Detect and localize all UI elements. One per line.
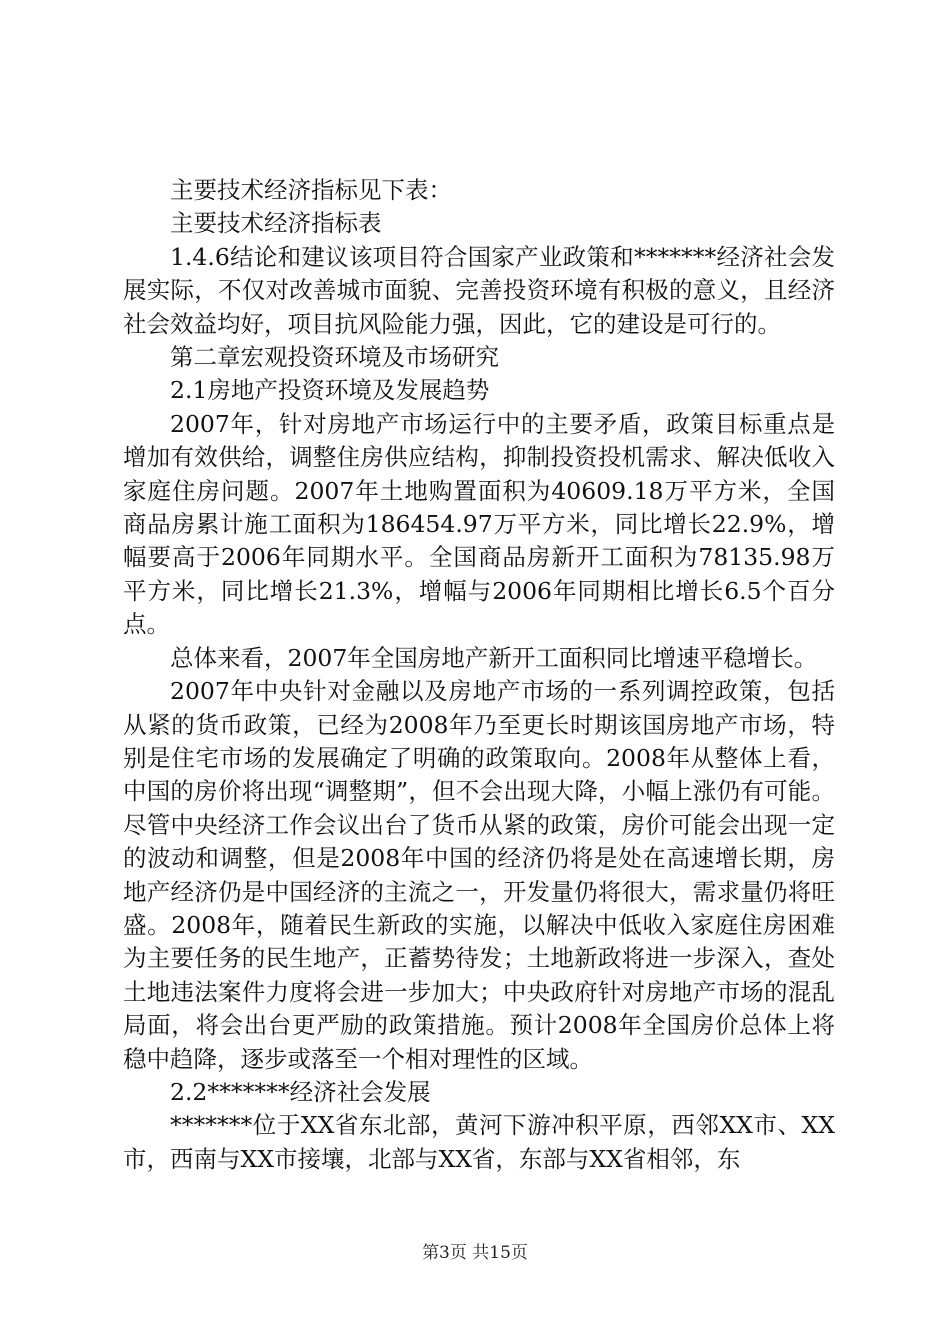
paragraph-location: *******位于XX省东北部，黄河下游冲积平原，西邻XX市、XX市，西南与XX市接壤，北部与XX省，东部与XX省相邻，东 [123,1111,835,1173]
page-number-footer: 第3页 共15页 [422,1243,528,1263]
paragraph-2008-outlook: 2007年中央针对金融以及房地产市场的一系列调控政策，包括从紧的货币政策，已经为2008年乃至更长时期该国房地产市场，特别是住宅市场的发展确定了明确的政策取向。2008年从整体上看，中国的房价将出现“调整期”，但不会出现大降，小幅上涨仍有可能。尽管中央经济工作会议出台了货币从紧的政策，房价可能会出现一定的波动和调整，但是2008年中国的经济仍将是处在高速增长期，房地产经济仍是中国经济的主流之一，开发量仍将很大，需求量仍将旺盛。2008年，随着民生新政的实施，以解决中低收入家庭住房困难为主要任务的民生地产，正蓄势待发；土地新政将进一步深入，查处土地违法案件力度将会进一步加大；中央政府针对房地产市场的混乱局面，将会出台更严励的政策措施。预计2008年全国房价总体上将稳中趋降，逐步或落至一个相对理性的区域。 [123,677,835,1073]
paragraph-conclusion: 1.4.6结论和建议该项目符合国家产业政策和*******经济社会发展实际，不仅对改善城市面貌、完善投资环境有积极的意义，且经济社会效益均好，项目抗风险能力强，因此，它的建设是可行的。 [123,242,835,338]
paragraph-table-intro: 主要技术经济指标见下表： [170,176,452,204]
document-body [123,174,835,1176]
paragraph-overall-view: 总体来看，2007年全国房地产新开工面积同比增速平稳增长。 [170,643,818,672]
paragraph-table-title: 主要技术经济指标表 [170,209,382,238]
paragraph-2007-policy: 2007年，针对房地产市场运行中的主要矛盾，政策目标重点是增加有效供给，调整住房供应结构，抑制投资投机需求、解决低收入家庭住房问题。2007年土地购置面积为40609.18万平方米，全国商品房累计施工面积为186454.97万平方米，同比增长22.9%，增幅要高于2006年同期水平。全国商品房新开工面积为78135.98万平方米，同比增长21.3%，增幅与2006年同期相比增长6.5个百分点。 [123,409,835,639]
section-heading-2-1: 2.1房地产投资环境及发展趋势 [170,376,490,405]
chapter-heading: 第二章宏观投资环境及市场研究 [170,343,499,372]
section-heading-2-2: 2.2*******经济社会发展 [170,1077,431,1106]
